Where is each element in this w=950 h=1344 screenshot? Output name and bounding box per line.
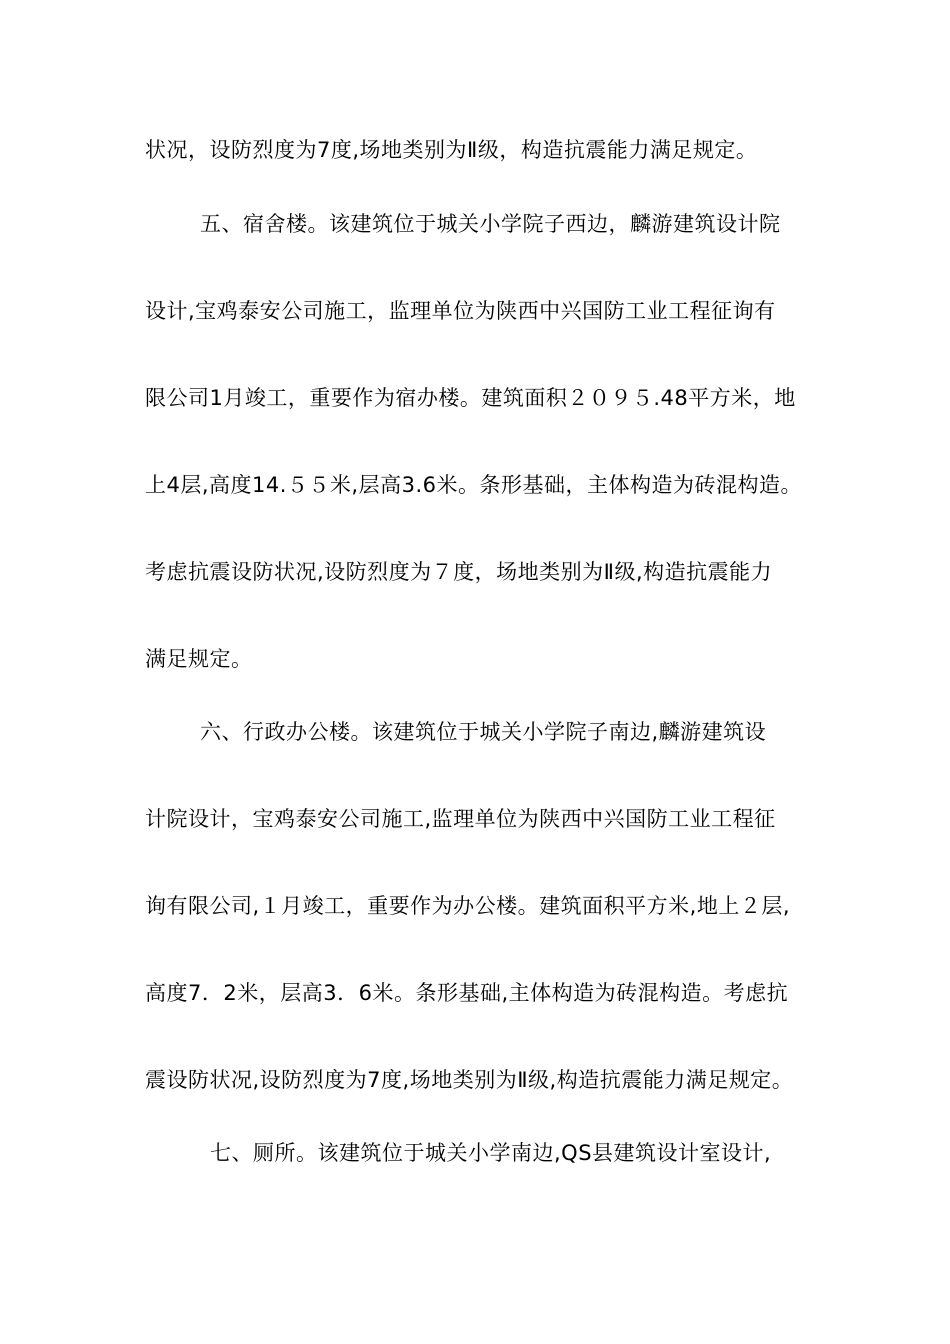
text-line: 震设防状况,设防烈度为7度,场地类别为Ⅱ级,构造抗震能力满足规定。 [145,1068,794,1092]
text-line: 询有限公司,１月竣工，重要作为办公楼。建筑面积平方米,地上２层, [145,894,791,918]
text-line: 满足规定。 [145,647,253,671]
paragraph-six-start: 六、行政办公楼。该建筑位于城关小学院子南边,麟游建筑设 [200,720,767,744]
text-line: 设计,宝鸡泰安公司施工，监理单位为陕西中兴国防工业工程征询有 [145,299,776,323]
paragraph-seven-start: 七、厕所。该建筑位于城关小学南边,QS县建筑设计室设计, [210,1141,772,1165]
text-line: 限公司1月竣工，重要作为宿办楼。建筑面积２０９５.48平方米，地 [145,386,796,410]
text-line: 状况，设防烈度为7度,场地类别为Ⅱ级，构造抗震能力满足规定。 [145,138,758,162]
text-line: 高度7．2米，层高3．6米。条形基础,主体构造为砖混构造。考虑抗 [145,981,789,1005]
text-line: 上4层,高度14.５５米,层高3.6米。条形基础，主体构造为砖混构造。 [145,473,803,497]
text-line: 考虑抗震设防状况,设防烈度为７度，场地类别为Ⅱ级,构造抗震能力 [145,560,773,584]
text-line: 计院设计，宝鸡泰安公司施工,监理单位为陕西中兴国防工业工程征 [145,807,776,831]
paragraph-five-start: 五、宿舍楼。该建筑位于城关小学院子西边，麟游建筑设计院 [200,212,781,236]
